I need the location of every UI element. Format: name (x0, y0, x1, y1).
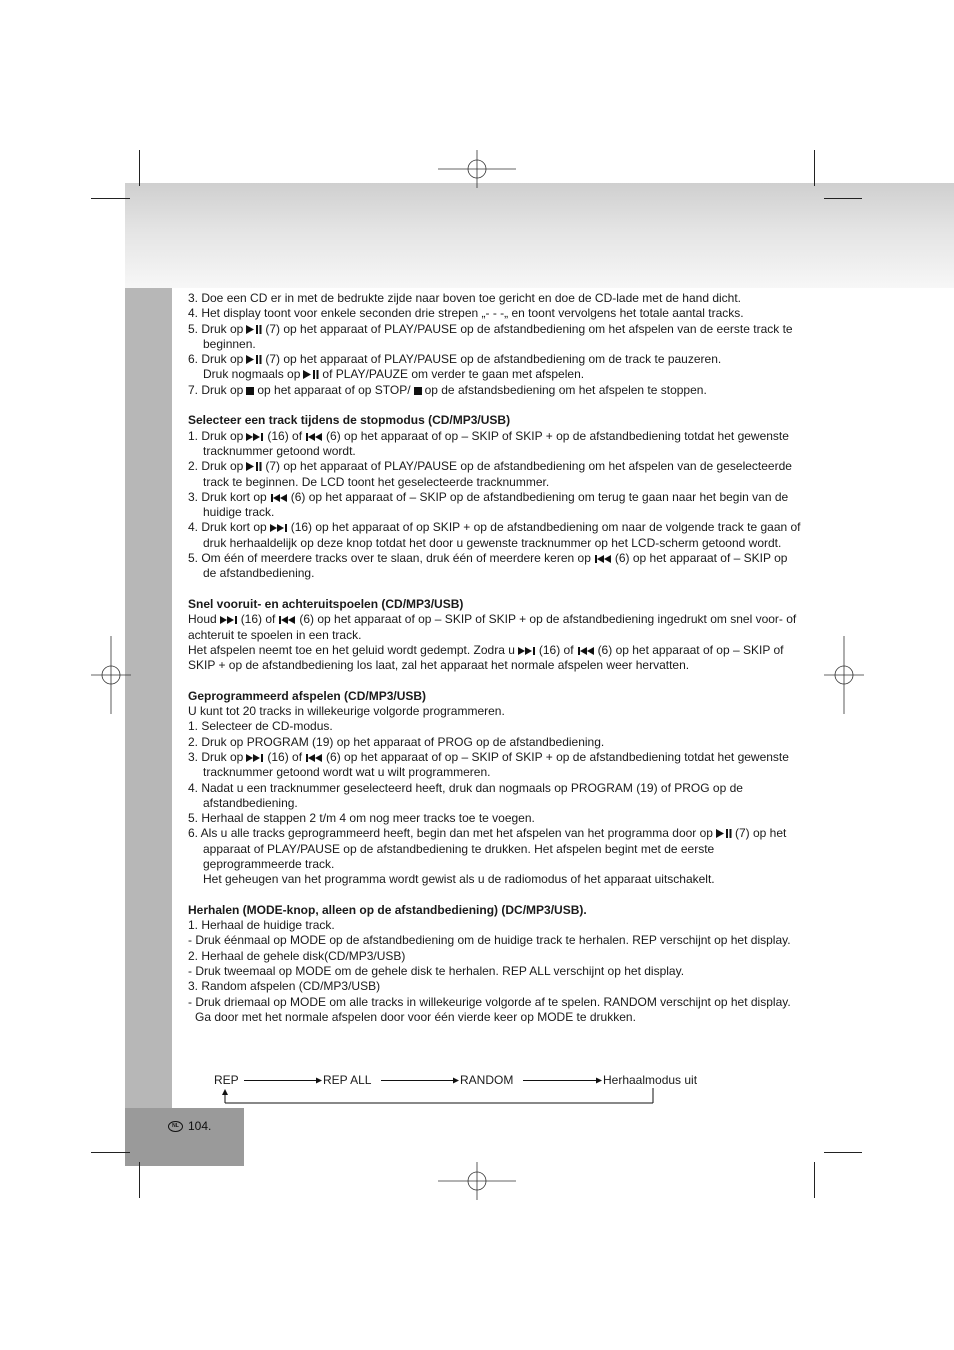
skip-back-icon (577, 647, 595, 655)
play-pause-icon (246, 355, 262, 364)
skip-back-icon (594, 555, 612, 563)
select-step-5: 5. Om één of meerdere tracks over te slaan, druk één of meerdere keren op (6) op het apparaat of – SKIP op de afstandbediening. (188, 551, 788, 581)
registration-mark-icon (824, 636, 864, 714)
section-heading-fast-forward: Snel vooruit- en achteruitspoelen (CD/MP3/USB) (188, 596, 464, 611)
program-note: Het geheugen van het programma wordt gewist als u de radiomodus of het apparaat uitschakelt. (203, 872, 715, 887)
repeat-detail-4: Ga door met het normale afspelen door voor één vierde keer op MODE te drukken. (195, 1009, 636, 1024)
section-heading-select-track: Selecteer een track tijdens de stopmodus (CD/MP3/USB) (188, 413, 511, 428)
program-step-2: 2. Druk op PROGRAM (19) op het apparaat of PROG op de afstandbediening. (188, 734, 605, 749)
fast-paragraph-1: Houd (16) of (6) op het apparaat of op – SKIP of SKIP + op de afstandbediening ingedrukt om snel voor- of achteruit te spoelen in een track. (188, 612, 797, 642)
skip-forward-icon (220, 616, 238, 624)
section-heading-program: Geprogrammeerd afspelen (CD/MP3/USB) (188, 688, 427, 703)
stop-icon (246, 387, 254, 395)
select-step-4: 4. Druk kort op (16) op het apparaat of op SKIP + op de afstandbediening om naar de volgende track te gaan of druk herhaaldelijk op deze knop totdat het door u gewenste tracknummer op het LCD-scherm getoond wordt. (188, 520, 801, 550)
flow-rep: REP (214, 1073, 239, 1087)
repeat-mode-flow (214, 1073, 714, 1105)
play-pause-icon (303, 370, 319, 379)
manual-content (188, 291, 804, 1025)
crop-mark (91, 198, 130, 199)
flow-rep-all: REP ALL (323, 1073, 372, 1087)
program-step-6: 6. Als u alle tracks geprogrammeerd heeft, begin dan met het afspelen van het programma door op (7) op het apparaat of PLAY/PAUSE op de afstandbediening te drukken. Het afspelen begint met de eerste geprogrammeerde track. (188, 826, 787, 871)
repeat-detail-3: - Druk driemaal op MODE om alle tracks in willekeurige volgorde af te spelen. RANDOM verschijnt op het display. (188, 994, 791, 1009)
skip-forward-icon (270, 524, 288, 532)
repeat-step-1: 1. Herhaal de huidige track. (188, 918, 335, 933)
skip-back-icon (305, 433, 323, 441)
crop-mark (139, 150, 140, 186)
crop-mark (139, 1162, 140, 1198)
play-step-6-resume: Druk nogmaals op of PLAY/PAUZE om verder te gaan met afspelen. (203, 367, 585, 382)
play-pause-icon (246, 462, 262, 471)
sidebar-strip (125, 288, 172, 1108)
play-step-3: 3. Doe een CD er in met de bedrukte zijde naar boven toe gericht en doe de CD-lade met de hand dicht. (188, 291, 742, 305)
repeat-detail-2: - Druk tweemaal op MODE om de gehele disk te herhalen. REP ALL verschijnt op het display. (188, 964, 685, 979)
skip-forward-icon (246, 754, 264, 762)
repeat-detail-1: - Druk éénmaal op MODE op de afstandbediening om de huidige track te herhalen. REP verschijnt op het display. (188, 933, 791, 948)
repeat-step-2: 2. Herhaal de gehele disk(CD/MP3/USB) (188, 948, 406, 963)
flow-random: RANDOM (460, 1073, 514, 1087)
play-step-7: 7. Druk op op het apparaat of op STOP/ op de afstandsbediening om het afspelen te stoppen. (188, 382, 707, 397)
select-step-1: 1. Druk op (16) of (6) op het apparaat of op – SKIP of SKIP + op de afstandbediening totdat het gewenste tracknummer getoond wordt. (188, 428, 789, 458)
play-pause-icon (716, 829, 732, 838)
language-badge: NL (168, 1121, 183, 1132)
play-pause-icon (246, 325, 262, 334)
program-step-4: 4. Nadat u een tracknummer geselecteerd heeft, druk dan nogmaals op PROGRAM (19) of PROG op de afstandbediening. (188, 780, 743, 810)
registration-mark-icon (438, 150, 516, 188)
play-step-6: 6. Druk op (7) op het apparaat of PLAY/PAUSE op de afstandbediening om de track te pauzeren. (188, 352, 722, 367)
skip-back-icon (278, 616, 296, 624)
crop-mark (814, 150, 815, 186)
page-number-text: 104. (188, 1119, 212, 1133)
crop-mark (91, 1152, 130, 1153)
program-intro: U kunt tot 20 tracks in willekeurige volgorde programmeren. (188, 704, 505, 719)
stop-icon (414, 387, 422, 395)
crop-mark (824, 198, 862, 199)
crop-mark (814, 1162, 815, 1198)
registration-mark-icon (438, 1162, 516, 1200)
page-number (168, 1119, 211, 1133)
fast-paragraph-2: Het afspelen neemt toe en het geluid wordt gedempt. Zodra u (16) of (6) op het apparaat of op – SKIP of SKIP + op de afstandbediening los laat, zal het apparaat het normale afspelen weer hervatten. (188, 642, 784, 673)
skip-forward-icon (518, 647, 536, 655)
select-step-2: 2. Druk op (7) op het apparaat of PLAY/PAUSE op de afstandbediening om het afspelen van de geselecteerde track te beginnen. De LCD toont het geselecteerde tracknummer. (188, 459, 792, 489)
skip-back-icon (305, 754, 323, 762)
flow-repeat-off: Herhaalmodus uit (603, 1073, 698, 1087)
section-heading-repeat: Herhalen (MODE-knop, alleen op de afstandbediening) (DC/MP3/USB). (188, 902, 587, 917)
play-step-5: 5. Druk op (7) op het apparaat of PLAY/PAUSE op de afstandbediening om het afspelen van de eerste track te beginnen. (188, 321, 793, 351)
page-number-tab (125, 1108, 244, 1166)
program-step-1: 1. Selecteer de CD-modus. (188, 719, 333, 734)
skip-forward-icon (246, 433, 264, 441)
program-step-5: 5. Herhaal de stappen 2 t/m 4 om nog meer tracks toe te voegen. (188, 811, 535, 826)
flow-arrows-icon (214, 1073, 714, 1105)
registration-mark-icon (91, 636, 131, 714)
select-step-3: 3. Druk kort op (6) op het apparaat of – SKIP op de afstandbediening om terug te gaan naar het begin van de huidige track. (188, 489, 789, 520)
program-step-3: 3. Druk op (16) of (6) op het apparaat of op – SKIP of SKIP + op de afstandbediening totdat het gewenste tracknummer getoond wordt wat u wilt programmeren. (188, 749, 789, 780)
crop-mark (824, 1152, 862, 1153)
repeat-step-3: 3. Random afspelen (CD/MP3/USB) (188, 979, 381, 994)
skip-back-icon (270, 494, 288, 502)
play-step-4: 4. Het display toont voor enkele seconden drie strepen „- - -„ en toont vervolgens het totale aantal tracks. (188, 306, 744, 321)
